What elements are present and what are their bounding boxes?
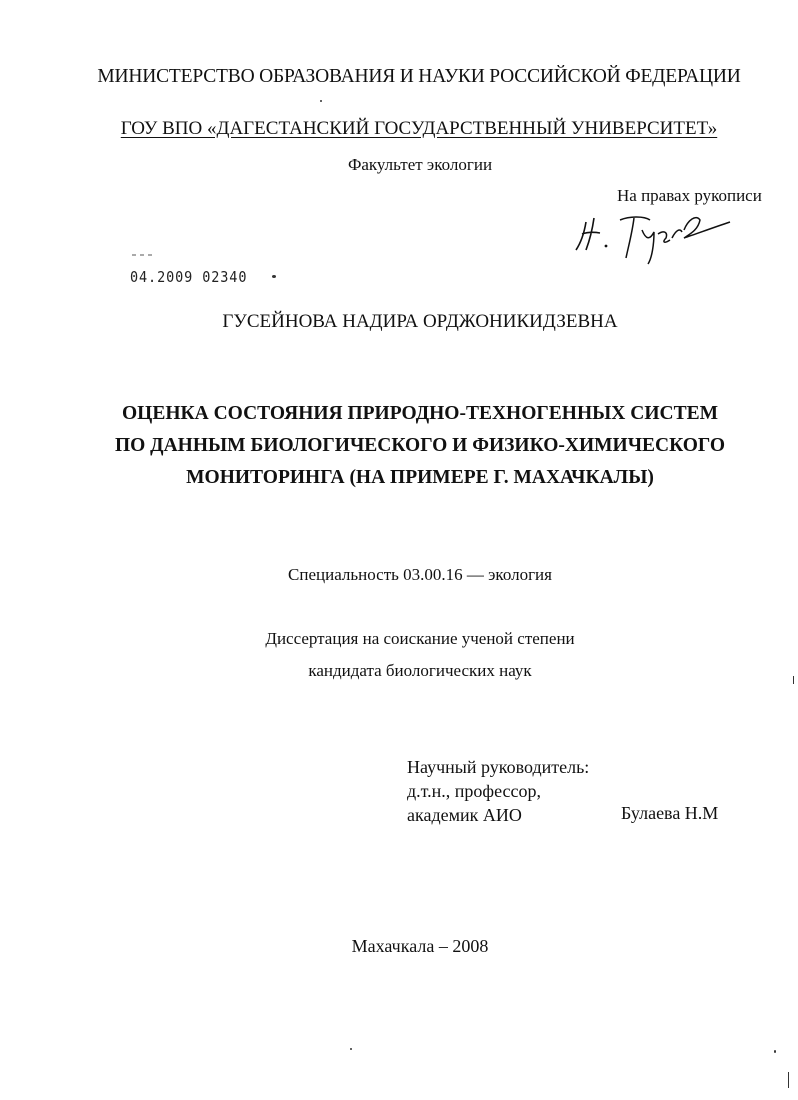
specialty-line: Специальность 03.00.16 — экология: [288, 565, 552, 584]
supervisor-name: Булаева Н.М: [621, 803, 719, 823]
degree-line-1: Диссертация на соискание ученой степени: [265, 629, 575, 648]
manuscript-note: На правах рукописи: [617, 186, 762, 205]
catalog-mark-top: [132, 252, 162, 258]
scan-speck: [350, 1048, 352, 1050]
supervisor-academy: академик АИО: [407, 805, 522, 825]
ministry-heading: МИНИСТЕРСТВО ОБРАЗОВАНИЯ И НАУКИ РОССИЙСКОЙ ФЕДЕРАЦИИ: [97, 66, 741, 87]
scan-speck: [788, 1072, 789, 1088]
supervisor-title: д.т.н., профессор,: [407, 781, 542, 801]
scan-speck: [793, 676, 794, 684]
catalog-number: 04.2009 02340: [130, 268, 248, 286]
supervisor-block: [407, 755, 589, 827]
dissertation-title: [0, 398, 798, 494]
place-year: Махачкала – 2008: [351, 936, 489, 956]
faculty-label: Факультет экологии: [347, 155, 493, 174]
title-line: ОЦЕНКА СОСТОЯНИЯ ПРИРОДНО-ТЕХНОГЕННЫХ СИСТЕМ: [121, 403, 719, 424]
title-line: ПО ДАННЫМ БИОЛОГИЧЕСКОГО И ФИЗИКО-ХИМИЧЕСКОГО: [114, 435, 726, 456]
degree-line-2: кандидата биологических наук: [308, 661, 532, 680]
scan-speck: [320, 100, 322, 102]
supervisor-role: Научный руководитель:: [407, 757, 590, 777]
handwritten-signature: [572, 200, 732, 270]
university-heading: ГОУ ВПО «ДАГЕСТАНСКИЙ ГОСУДАРСТВЕННЫЙ УНИВЕРСИТЕТ»: [120, 118, 718, 139]
author-name: ГУСЕЙНОВА НАДИРА ОРДЖОНИКИДЗЕВНА: [222, 311, 618, 332]
title-line: МОНИТОРИНГА (НА ПРИМЕРЕ Г. МАХАЧКАЛЫ): [186, 467, 654, 488]
scan-speck: [272, 275, 276, 278]
scan-speck: [774, 1050, 776, 1053]
